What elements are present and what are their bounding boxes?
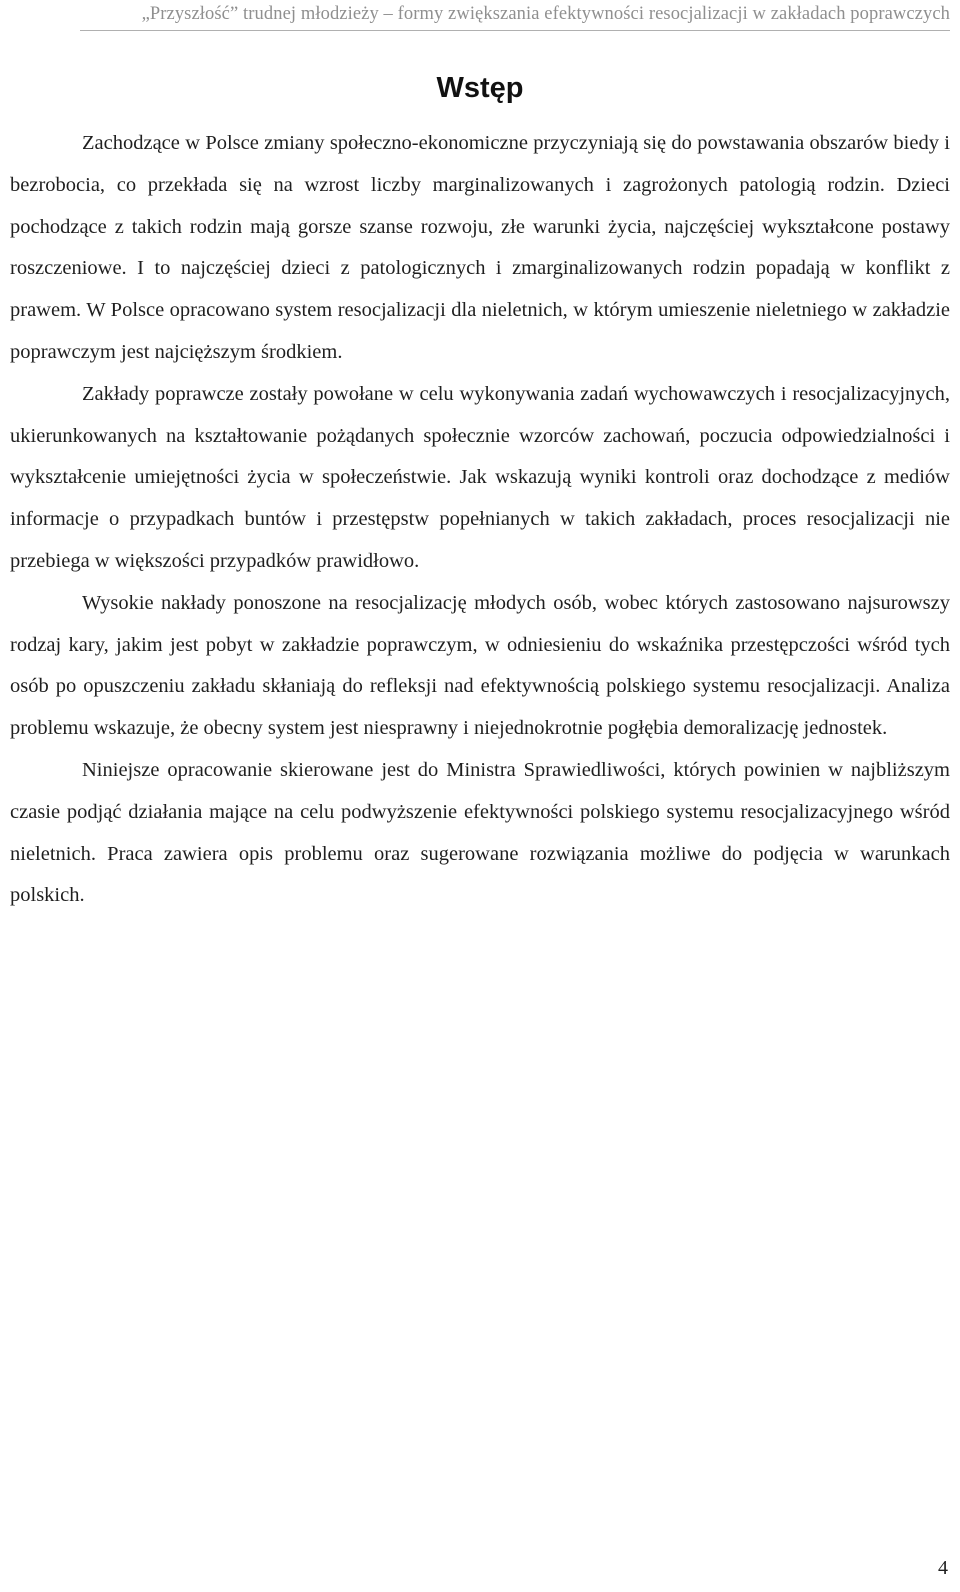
- paragraph-3: Wysokie nakłady ponoszone na resocjalizację młodych osób, wobec których zastosowano najsurowszy rodzaj kary, jakim jest pobyt w zakładzie poprawczym, w odniesieniu do wskaźnika przestępczości wśród tych osób po opuszczeniu zakładu skłaniają do refleksji nad efektywnością polskiego systemu resocjalizacji. Analiza problemu wskazuje, że obecny system jest niesprawny i niejednokrotnie pogłębia demoralizację jednostek.: [10, 591, 950, 740]
- paragraph-2: Zakłady poprawcze zostały powołane w celu wykonywania zadań wychowawczych i resocjalizacyjnych, ukierunkowanych na kształtowanie pożądanych społecznie wzorców zachowań, poczucia odpowiedzialności i wykształcenie umiejętności życia w społeczeństwie. Jak wskazują wyniki kontroli oraz dochodzące z mediów informacje o przypadkach buntów i przestępstw popełnianych w takich zakładach, proces resocjalizacji nie przebiega w większości przypadków prawidłowo.: [10, 382, 950, 572]
- page-number: 4: [938, 1557, 948, 1579]
- paragraph-1: Zachodzące w Polsce zmiany społeczno-ekonomiczne przyczyniają się do powstawania obszarów biedy i bezrobocia, co przekłada się na wzrost liczby marginalizowanych i zagrożonych patologią rodzin. Dzieci pochodzące z takich rodzin mają gorsze szanse rozwoju, złe warunki życia, najczęściej wykształcone postawy roszczeniowe. I to najczęściej dzieci z patologicznych i zmarginalizowanych rodzin popadają w konflikt z prawem. W Polsce opracowano system resocjalizacji dla nieletnich, w którym umieszenie nieletniego w zakładzie poprawczym jest najcięższym środkiem.: [10, 132, 950, 363]
- header-rule: [80, 30, 950, 31]
- section-title: Wstęp: [436, 72, 524, 104]
- paragraph-4: Niniejsze opracowanie skierowane jest do Ministra Sprawiedliwości, których powinien w najbliższym czasie podjąć działania mające na celu podwyższenie efektywności polskiego systemu resocjalizacyjnego wśród nieletnich. Praca zawiera opis problemu oraz sugerowane rozwiązania możliwe do podjęcia w warunkach polskich.: [10, 758, 950, 907]
- running-header: „Przyszłość” trudnej młodzieży – formy zwiększania efektywności resocjalizacji w zakładach poprawczych: [141, 4, 950, 24]
- body-text: [10, 123, 950, 917]
